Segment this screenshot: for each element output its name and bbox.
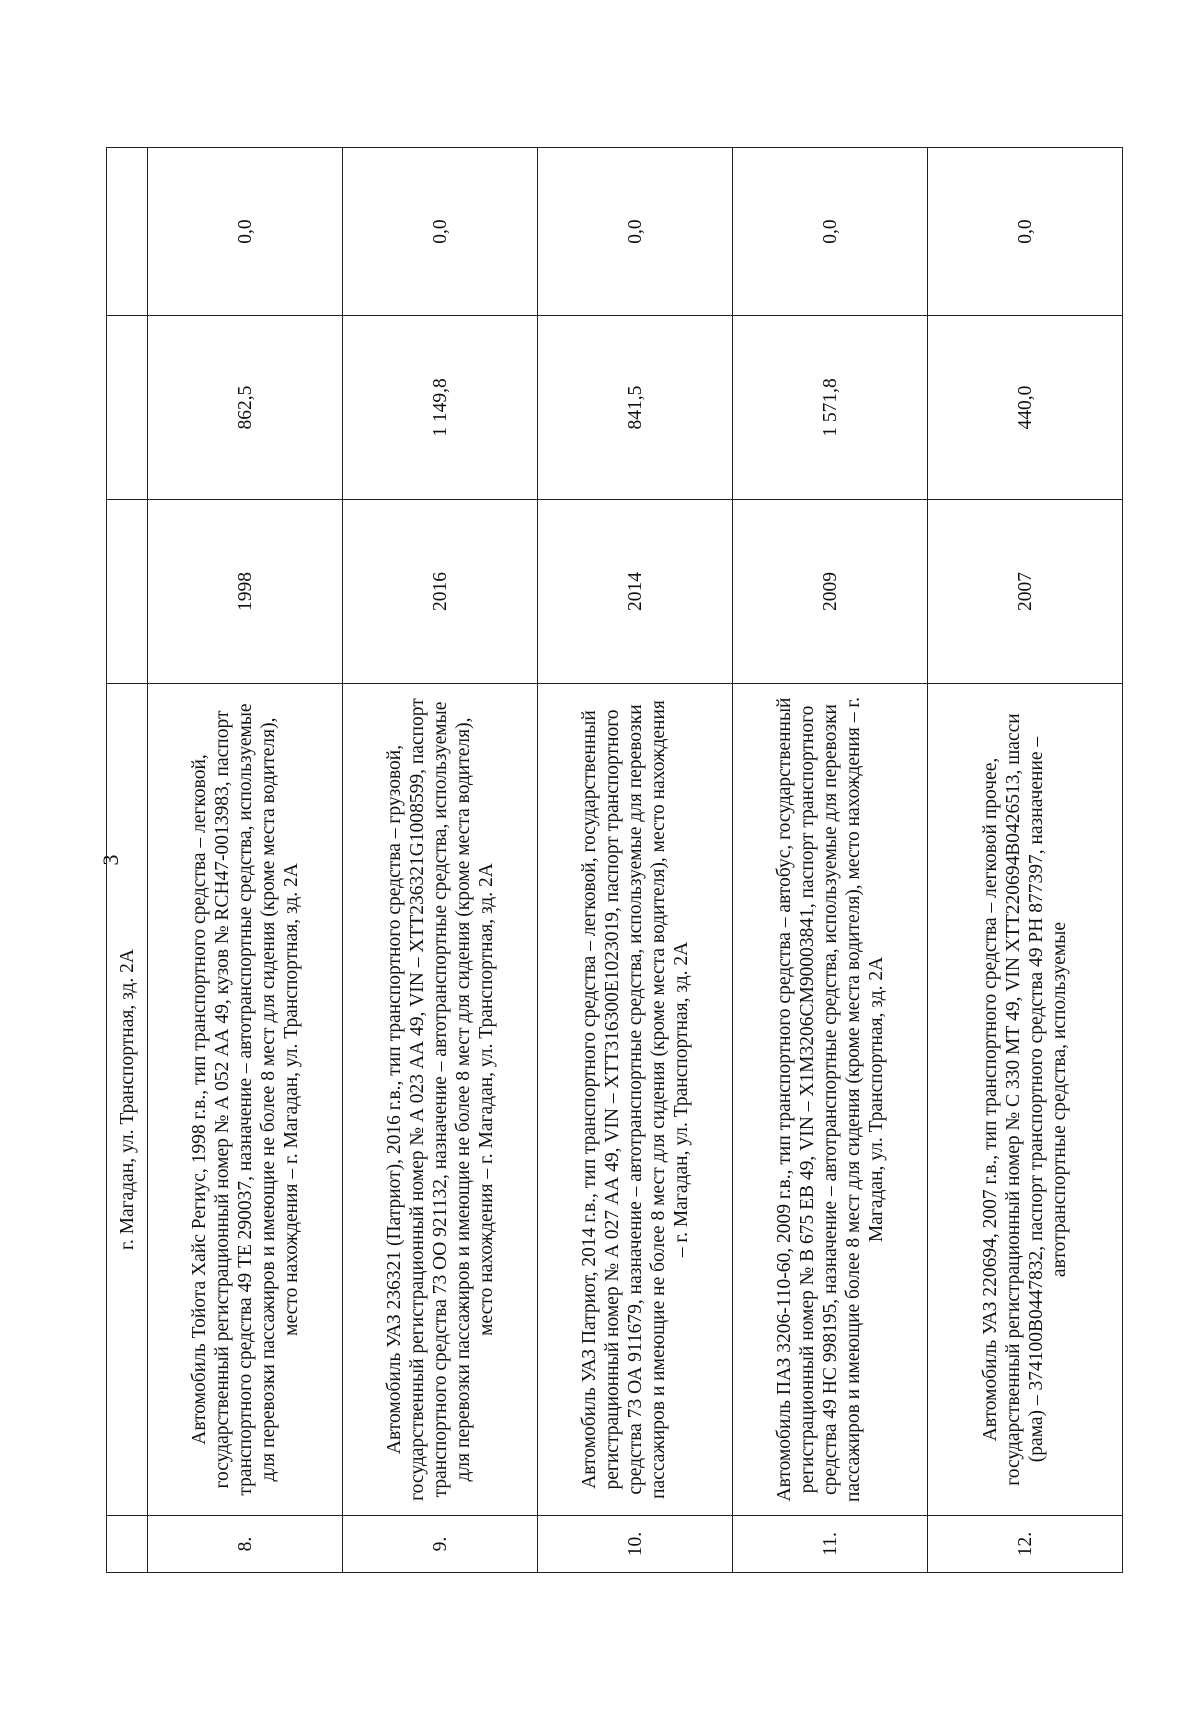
row-residual-value: 0,0 [537, 147, 732, 315]
header-empty-cell [106, 499, 147, 683]
row-description: Автомобиль ПАЗ 3206-110-60, 2009 г.в., тип транспортного средства – автобус, государственный регистрационный номер № В 675 ЕВ 49, VIN – Х1М3206СМ90003841, паспорт транспортного средства 49 НС 998195, назначение – автотранспортные средства, используемые для перевозки пассажиров и имеющие более 8 мест для сидения (кроме места водителя), место нахождения – г. Магадан, ул. Транспортная, зд. 2А [732, 683, 927, 1515]
header-empty-cell [106, 315, 147, 499]
location-header-row [106, 147, 147, 1572]
row-year: 1998 [147, 499, 342, 683]
row-year: 2016 [342, 499, 537, 683]
table-row [537, 147, 732, 1572]
row-residual-value: 0,0 [147, 147, 342, 315]
row-year: 2009 [732, 499, 927, 683]
row-number: 11. [732, 1515, 927, 1572]
row-residual-value: 0,0 [732, 147, 927, 315]
vehicle-table-container [106, 148, 1091, 1573]
row-description: Автомобиль УАЗ 236321 (Патриот), 2016 г.в., тип транспортного средства – грузовой, государственный регистрационный номер № А 023 АА 49, VIN – ХТТ236321G1008599, паспорт транспортного средства 73 ОО 921132, назначение – автотранспортные средства, используемые для перевозки пассажиров и имеющие не более 8 мест для сидения (кроме места водителя), место нахождения – г. Магадан, ул. Транспортная, зд. 2А [342, 683, 537, 1515]
row-year: 2007 [927, 499, 1122, 683]
row-residual-value: 0,0 [927, 147, 1122, 315]
row-description: Автомобиль УАЗ 220694, 2007 г.в., тип транспортного средства – легковой прочее, государственный регистрационный номер № С 330 МТ 49, VIN ХТТ220694В0426513, шасси (рама) – 374100В0447832, паспорт транспортного средства 49 РН 877397, назначение – автотранспортные средства, используемые [927, 683, 1122, 1515]
row-description: Автомобиль УАЗ Патриот, 2014 г.в., тип транспортного средства – легковой, государственный регистрационный номер № А 027 АА 49, VIN – ХТТ316300Е1023019, паспорт транспортного средства 73 ОА 911679, назначение – автотранспортные средства, используемые для перевозки пассажиров и имеющие не более 8 мест для сидения (кроме места водителя), место нахождения – г. Магадан, ул. Транспортная, зд. 2А [537, 683, 732, 1515]
row-value: 841,5 [537, 315, 732, 499]
header-empty-cell [106, 1515, 147, 1572]
row-value: 1 149,8 [342, 315, 537, 499]
row-value: 1 571,8 [732, 315, 927, 499]
table-row [927, 147, 1122, 1572]
location-header: г. Магадан, ул. Транспортная, зд. 2А [106, 683, 147, 1515]
row-number: 8. [147, 1515, 342, 1572]
row-year: 2014 [537, 499, 732, 683]
table-row [732, 147, 927, 1572]
header-empty-cell [106, 147, 147, 315]
row-description: Автомобиль Тойота Хайс Региус, 1998 г.в., тип транспортного средства – легковой, государственный регистрационный номер № А 052 АА 49, кузов № RCH47-0013983, паспорт транспортного средства 49 ТЕ 290037, назначение – автотранспортные средства, используемые для перевозки пассажиров и имеющие не более 8 мест для сидения (кроме места водителя), место нахождения – г. Магадан, ул. Транспортная, зд. 2А [147, 683, 342, 1515]
row-residual-value: 0,0 [342, 147, 537, 315]
table-row [147, 147, 342, 1572]
vehicle-table [106, 147, 1123, 1573]
row-value: 862,5 [147, 315, 342, 499]
table-row [342, 147, 537, 1572]
row-number: 12. [927, 1515, 1122, 1572]
row-number: 10. [537, 1515, 732, 1572]
row-value: 440,0 [927, 315, 1122, 499]
page-number: 3 [98, 854, 123, 866]
row-number: 9. [342, 1515, 537, 1572]
